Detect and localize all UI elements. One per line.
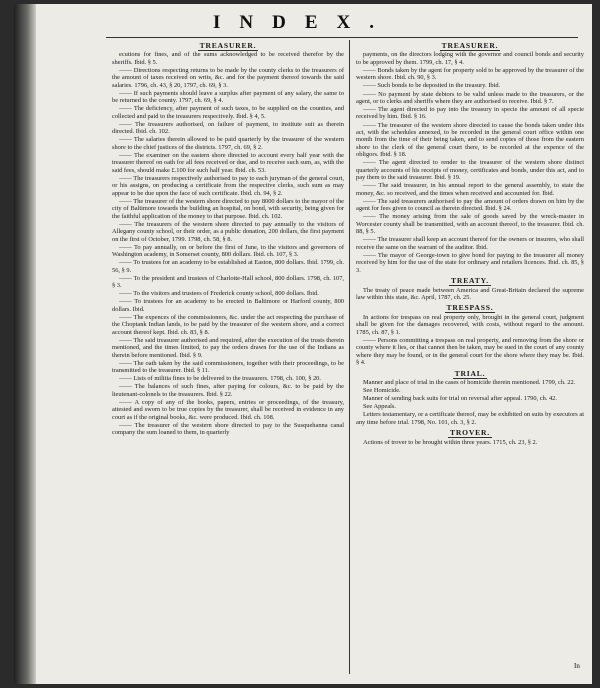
index-page [14, 4, 592, 684]
index-entry: —— The said treasurers authorised to pay the amount of orders drawn on him by the agent for fees given to council as therein directed. Ibid. § 24. [356, 197, 584, 213]
index-entry: —— The treasurers authorised, on failure of payment, to institute suit as therein directed. Ibid. ch. 102. [112, 120, 344, 136]
index-entry: Letters testamentary, or a certificate thereof, may be exhibited on suits by executors at any time before trial. 1798, No. 101, ch. 3, § 2. [356, 411, 584, 426]
index-entry: —— A copy of any of the books, papers, entries or proceedings, of the treasury, attested and sworn to be true copies by the treasurer, shall be received in evidence in any court as if the original books, &c. were produced. Ibid. ch. 108. [112, 398, 344, 421]
index-entry: —— Such bonds to be deposited in the treasury. Ibid. [363, 82, 501, 90]
index-entry: —— If such payments should leave a surplus after payment of any salary, the same to be returned to the county. 1797, ch. 69, § 4. [112, 89, 344, 105]
index-entry: —— The treasurer of the western shore directed to pay 8000 dollars to the mayor of the city of Baltimore towards the building an hospital, on bond, with security, being given for the faithful application of the money to that purpose. Ibid. ch. 102. [112, 197, 344, 220]
index-entry: —— To the president and trustees of Charlotte-Hall school, 800 dollars. 1798, ch. 107, § 3. [112, 274, 344, 290]
index-entry: —— Persons committing a trespass on real property, and removing from the shore or county where it lies, or that cannot then be taken, may be sued in the court of any county where they may be found, or in the general court for the shore where they may be. Ibid. § 4. [356, 336, 584, 367]
right-sections [356, 42, 584, 446]
index-entry: —— The examiner on the eastern shore directed to account every half year with the treasurer thereof on oath for all fees received or due, and to receive such sum, as, with the said fees, should make £.100 for such half year. Ibid. ch. 53. [112, 151, 344, 174]
index-entry: —— The money arising from the sale of goods saved by the wreck-master in Worcester county shall be transmitted, with an account thereof, to the treasurer. Ibid. ch. 88, § 5. [356, 213, 584, 236]
index-entry: In actions for trespass on real property only, brought in the general court, judgment shall be given for the damages recovered, with costs, without regard to the amount. 1785, ch. 87, § 1. [356, 313, 584, 336]
section-heading: TRIAL. [454, 368, 486, 378]
book-gutter [14, 4, 36, 684]
index-entry: Manner of sending back suits for trial on reversal after appeal. 1790, ch. 42. [363, 395, 557, 403]
index-entry: —— Bonds taken by the agent for property sold to be approved by the treasurer of the western shore. Ibid. ch. 90, § 3. [356, 66, 584, 82]
index-entry: —— The treasurer shall keep an account thereof for the owners or insurers, who shall receive the same on the warrant of the auditor. Ibid. [356, 236, 584, 251]
index-entry: Actions of trover to be brought within three years. 1715, ch. 23, § 2. [363, 438, 538, 446]
index-entry: —— The said treasurer authorised and required, after the execution of the trusts therein mentioned, and the times limited, to pay the orders drawn for the use of the Indians as therein before mentioned. Ibid. § 9. [112, 336, 344, 359]
index-entry: —— The said treasurer, in his annual report to the general assembly, to state the money, &c. so received, and the times when received and accounted for. Ibid. [356, 182, 584, 197]
index-entry: The treaty of peace made between America and Great-Britain declared the supreme law within this state, &c. April, 1787, ch. 25. [356, 286, 584, 302]
index-entry: —— The deficiency, after payment of such taxes, to be supplied on the counties, and collected and paid to the treasurers respectively. Ibid. § 4, 5. [112, 105, 344, 120]
section-heading: TREASURER. [441, 41, 499, 50]
header-rule [106, 37, 578, 38]
index-entry: —— The treasurers respectively authorised to pay to each juryman of the general court, or his assigns, on producing a certificate from the respective clerks, such sum as may appear to be due upon the face of such certificate. Ibid. ch. 94, § 2. [112, 174, 344, 197]
column-divider [349, 40, 350, 674]
index-entry: —— To pay annually, on or before the first of June, to the visitors and governors of Washington academy, in Somerset county, 800 dollars. Ibid. ch. 107, § 3. [112, 243, 344, 259]
index-entry: —— To trustees for an academy to be established at Easton, 800 dollars. Ibid. 1799, ch. 56, § 9. [112, 259, 344, 274]
index-entry: payments, on the directors lodging with the governor and council bonds and security to be approved by them. 1799, ch. 17, § 4. [356, 51, 584, 66]
section-heading: TREASURER. [199, 41, 257, 50]
index-entry: —— The oath taken by the said commissioners, together with their proceedings, to be transmitted to the treasurer. Ibid. § 11. [112, 359, 344, 375]
left-column [112, 42, 344, 437]
index-entry: —— The balances of such fines, after paying for colours, &c. to be paid by the lieutenant-colonels to the treasurers. Ibid. § 22. [112, 383, 344, 398]
index-entry: —— Directions respecting returns to be made by the county clerks to the treasurers of the amount of taxes received on writs, &c. and for the payment thereof towards the said salaries. 1796, ch. 43, § 20, 1797, ch. 69, § 3. [112, 66, 344, 89]
section-heading: TREATY. [451, 276, 489, 286]
index-entry: —— To trustees for an academy to be erected in Baltimore or Harford county, 800 dollars. Ibid. [112, 298, 344, 313]
index-entry: See Appeals. [363, 403, 397, 411]
index-entry: —— The salaries therein allowed to be paid quarterly by the treasurer of the western shore to the chief justices of the districts. 1797, ch. 69, § 2. [112, 136, 344, 151]
section-heading: TRESPASS. [446, 303, 494, 313]
index-entry: —— To the visitors and trustees of Frederick county school, 800 dollars. Ibid. [119, 290, 319, 298]
index-entry: —— The agent directed to pay into the treasury in specie the amount of all specie received by him. Ibid. § 16. [356, 106, 584, 121]
index-entry: —— The treasurer of the western shore directed to pay to the Susquehanna canal company the sum loaned to them, in quarterly [112, 421, 344, 437]
page-title: INDEX. [213, 12, 393, 33]
index-entry: ecutions for fines, and of the sums acknowledged to be received therefor by the sheriffs. Ibid. § 5. [112, 51, 344, 66]
index-entry: —— Lists of militia fines to be delivered to the treasurers. 1798, ch. 100, § 20. [119, 375, 321, 383]
section-heading: TROVER. [450, 428, 490, 438]
index-entry: —— The treasurer of the western shore directed to cause the bonds taken under this act, with the schedules annexed, to be recorded in the general court office within one month from the time of their being taken, and to send copies of those from the eastern shore to the clerk of the general court there, to be recorded at the expence of the obligors. Ibid. § 18. [356, 121, 584, 159]
index-entry: See Homicide. [363, 387, 401, 395]
index-entry: —— The expences of the commissioners, &c. under the act respecting the purchase of the Choptank Indian lands, to be paid by the treasurer of the western shore, and a correct account thereof kept. Ibid. ch. 83, § 8. [112, 313, 344, 336]
index-entry: —— No payment by state debtors to be valid unless made to the treasurers, or the agent, or to clerks and sheriffs where they are authorised to receive. Ibid. § 7. [356, 90, 584, 105]
left-entries [112, 51, 344, 436]
right-column [356, 42, 584, 447]
index-entry: Manner and place of trial in the cases of homicide therein mentioned. 1799, ch. 22. [363, 379, 576, 387]
index-entry: —— The treasurers of the western shore directed to pay annually to the visitors of Allegany county school, or their order, as a public donation, 200 dollars, the first payment on the first of October, 1799. 1798, ch. 58, § 8. [112, 220, 344, 243]
index-entry: —— The agent directed to render to the treasurer of the western shore distinct quarterly accounts of his receipts of money, certificates and bonds, under this act, and to pay them to the said treasurer. Ibid. § 19. [356, 159, 584, 182]
page-number: In [574, 662, 580, 670]
index-entry: —— The mayor of George-town to give bond for paying to the treasurer all money received by him for the use of the state for ordinary and retailers licences. Ibid. ch. 85, § 3. [356, 251, 584, 274]
